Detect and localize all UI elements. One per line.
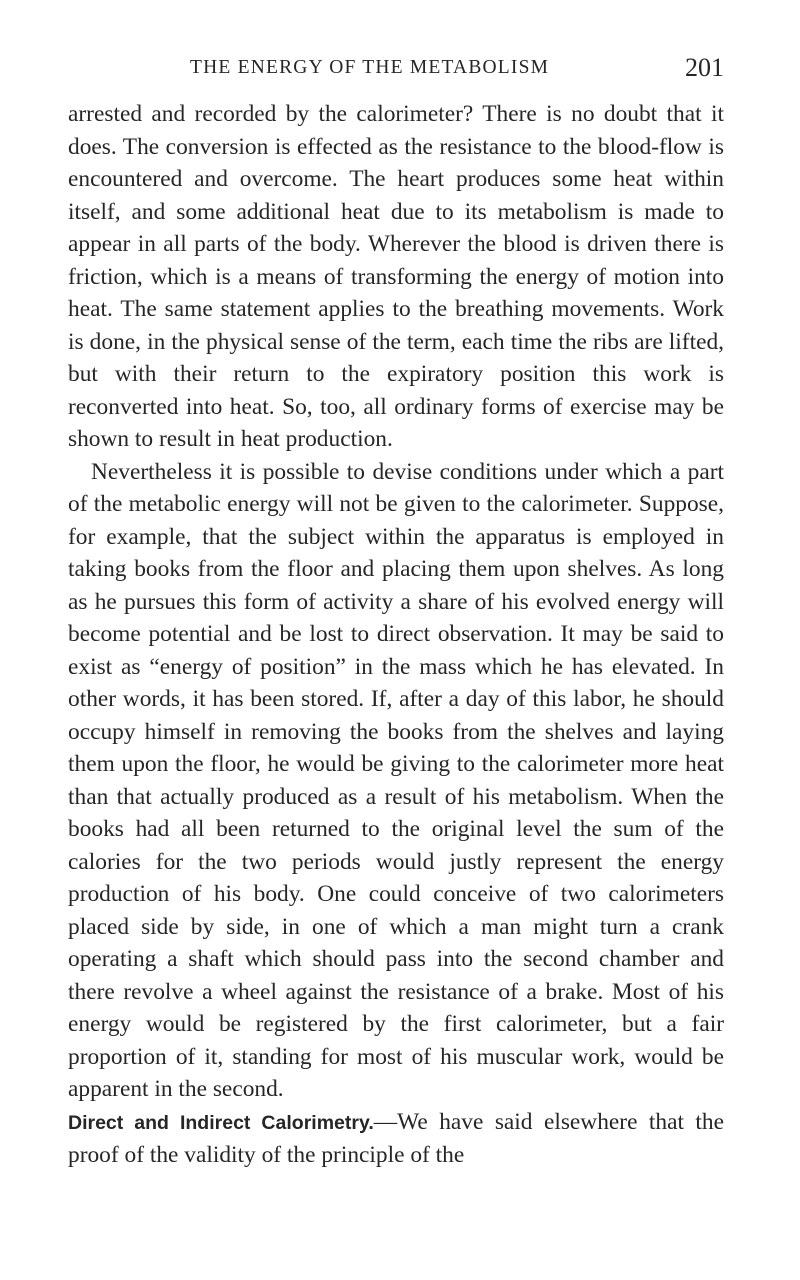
paragraph-1: arrested and recorded by the calorimeter? There is no doubt that it does. The conversion is effected as the resistance to the blood-flow is encountered and overcome. The heart produces some heat within itself, and some additional heat due to its metabolism is made to appear in all parts of the body. Wherever the blood is driven there is friction, which is a means of transforming the energy of motion into heat. The same statement applies to the breathing movements. Work is done, in the physical sense of the term, each time the ribs are lifted, but with their return to the expiratory position this work is reconverted into heat. So, too, all ordinary forms of exercise may be shown to result in heat production.	[68, 101, 724, 452]
paragraph-2: Nevertheless it is possible to devise conditions under which a part of the metabolic energy will not be given to the calorimeter. Suppose, for example, that the subject within the apparatus is employed in taking books from the floor and placing them upon shelves. As long as he pursues this form of activity a share of his evolved energy will become potential and be lost to direct observation. It may be said to exist as “energy of position” in the mass which he has elevated. In other words, it has been stored. If, after a day of this labor, he should occupy himself in removing the books from the shelves and laying them upon the floor, he would be giving to the calorimeter more heat than that actually produced as a result of his metabolism. When the books had all been returned to the original level the sum of the calories for the two periods would justly represent the energy production of his body. One could conceive of two calorimeters placed side by side, in one of which a man might turn a crank operating a shaft which should pass into the second chamber and there revolve a wheel against the resistance of a brake. Most of his energy would be registered by the first calorimeter, but a fair proportion of it, standing for most of his muscular work, would be apparent in the second.	[68, 458, 724, 1102]
running-title: THE ENERGY OF THE METABOLISM	[190, 57, 550, 78]
page-number: 201	[685, 53, 724, 82]
running-head	[68, 48, 724, 88]
section-heading: Direct and Indirect Calorimetry.	[68, 1111, 374, 1134]
paragraph-3-text: —We have said elsewhere that the proof of the validity of the principle of the	[68, 1108, 725, 1168]
book-page	[68, 48, 724, 1172]
body-text	[68, 98, 724, 1172]
paragraph-3	[68, 1106, 724, 1172]
